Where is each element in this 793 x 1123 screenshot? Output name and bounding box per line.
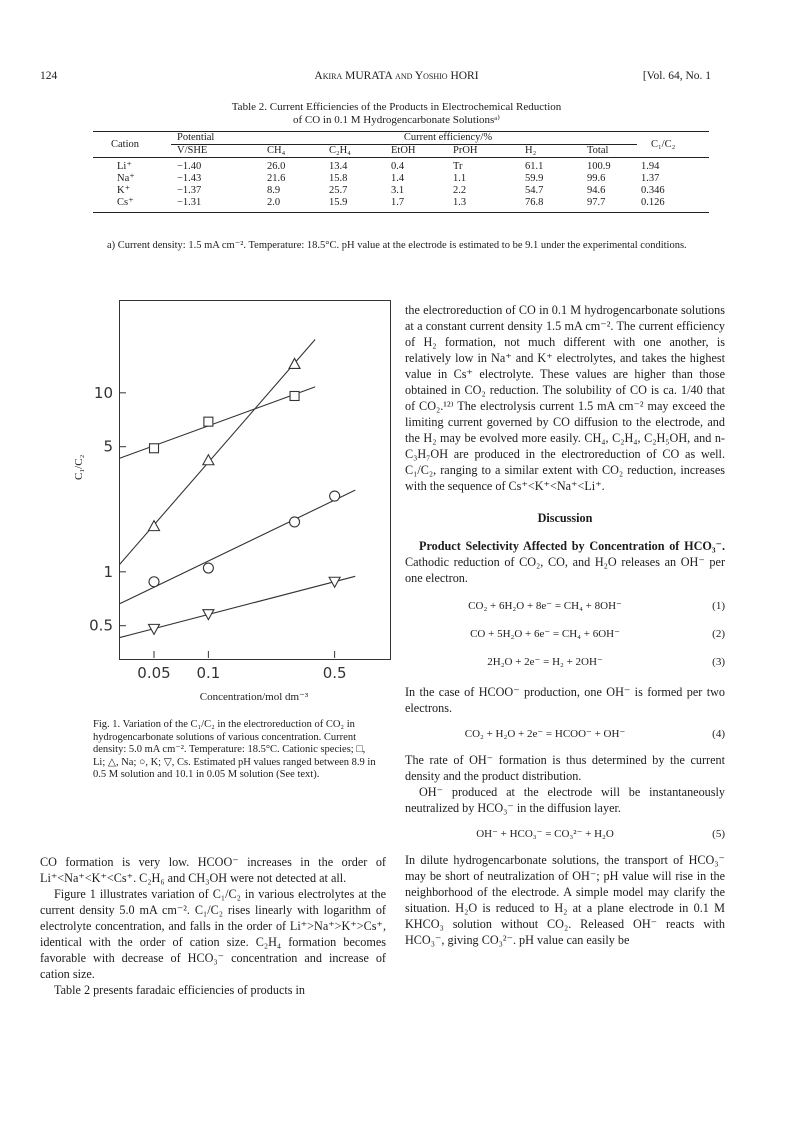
- table-caption-line: of CO in 0.1 M Hydrogencarbonate Solutionsᵃ⁾: [292, 114, 501, 126]
- cell-cation: Li⁺: [117, 161, 132, 172]
- paragraph: CO formation is very low. HCOO⁻ increases in the order of Li⁺<Na⁺<K⁺<Cs⁺. C₂H₆ and CH₃OH were not detected at all.: [40, 855, 386, 885]
- y-tick-label: 10: [93, 383, 113, 402]
- equation: [405, 648, 725, 676]
- table-row: [93, 185, 709, 197]
- series-fit-line: [120, 387, 316, 458]
- cell-value: 3.1: [391, 185, 405, 196]
- equation: [405, 620, 725, 648]
- page-number: 124: [40, 70, 58, 82]
- header-potential: Potential: [171, 132, 259, 145]
- cell-value: 1.4: [391, 173, 405, 184]
- cell-value: 99.6: [587, 173, 606, 184]
- x-tick-label: 0.05: [137, 664, 171, 682]
- y-axis-label: C₁/C₂: [73, 454, 85, 480]
- journal-volume: [Vol. 64, No. 1: [642, 70, 711, 82]
- cell-value: 15.8: [329, 173, 348, 184]
- equation-number: (4): [712, 728, 725, 740]
- cell-ratio: 0.346: [641, 185, 665, 196]
- equation-body: CO + 5H₂O + 6e⁻ = CH₄ + 6OH⁻: [470, 628, 620, 640]
- paragraph-text: Cathodic reduction of CO₂, CO, and H₂O releases an OH⁻ per one electron.: [405, 555, 725, 585]
- cell-value: 1.7: [391, 197, 405, 208]
- cell-value: 94.6: [587, 185, 606, 196]
- efficiency-table: [93, 131, 709, 213]
- cell-value: 100.9: [587, 161, 611, 172]
- equation-number: (1): [712, 600, 725, 612]
- cell-value: 26.0: [267, 161, 286, 172]
- column-header: PrOH: [453, 145, 478, 156]
- subsection-title: Product Selectivity Affected by Concentration of HCO₃⁻.: [419, 539, 725, 553]
- right-column: [405, 302, 725, 948]
- cell-value: 54.7: [525, 185, 544, 196]
- cell-ratio: 1.94: [641, 161, 660, 172]
- x-axis-label: Concentration/mol dm⁻³: [199, 691, 309, 703]
- cell-value: 8.9: [267, 185, 281, 196]
- column-header: CH₄: [267, 145, 286, 156]
- data-point-triangle-up: [203, 455, 214, 465]
- y-tick-label: 1: [103, 562, 113, 581]
- paragraph: Table 2 presents faradaic efficiencies of products in: [54, 983, 306, 997]
- cell-value: 1.1: [453, 173, 467, 184]
- equation-body: 2H₂O + 2e⁻ = H₂ + 2OH⁻: [487, 656, 603, 668]
- cell-value: 1.3: [453, 197, 467, 208]
- running-head-authors: Akira MURATA and Yoshio HORI: [314, 70, 479, 82]
- figure-caption: Fig. 1. Variation of the C₁/C₂ in the electroreduction of CO₂ in hydrogencarbonate solutions of various concentration. Current density: 5.0 mA cm⁻². Temperature: 18.5°C. Cationic species; □, Li; △, Na; ○, K; ▽, Cs. Estimated pH values ranged between 8.9 in 0.5 M solution and 10.1 in 0.05 M solution (See text).: [93, 719, 376, 780]
- data-point-circle: [290, 517, 300, 527]
- cell-ratio: 1.37: [641, 173, 660, 184]
- table-caption: [90, 101, 703, 127]
- data-point-circle: [149, 577, 159, 587]
- cell-value: 61.1: [525, 161, 544, 172]
- cell-value: 59.9: [525, 173, 544, 184]
- equation-number: (5): [712, 828, 725, 840]
- equation: [405, 592, 725, 620]
- header-ratio: C₁/C₂: [651, 138, 676, 150]
- y-tick-label: 0.5: [89, 616, 113, 635]
- header-current-efficiency: Current efficiency/%: [259, 132, 637, 145]
- data-point-triangle-up: [289, 358, 300, 368]
- equation: [405, 820, 725, 848]
- data-point-square: [290, 391, 299, 400]
- x-tick-label: 0.1: [196, 664, 221, 682]
- section-heading: Discussion: [537, 511, 593, 525]
- paragraph: OH⁻ produced at the electrode will be instantaneously neutralized by HCO₃⁻ in the diffusion layer.: [405, 785, 725, 815]
- paragraph: In dilute hydrogencarbonate solutions, the transport of HCO₃⁻ may be short of neutralization of OH⁻; pH value will rise in the neighborhood of the electrode. A simple model may clarify the situation. H₂O is reduced to H₂ at a plane electrode in 0.1 M KHCO₃ solution without CO₂. Released OH⁻ reacts with HCO₃⁻, giving CO₃²⁻. pH value can easily be: [405, 853, 725, 947]
- cell-potential: −1.40: [177, 161, 202, 172]
- cell-value: 2.2: [453, 185, 467, 196]
- table-row: [93, 158, 709, 174]
- equation: [405, 720, 725, 748]
- cell-potential: −1.43: [177, 173, 202, 184]
- x-tick-label: 0.5: [322, 664, 347, 682]
- cell-value: 25.7: [329, 185, 348, 196]
- data-point-square: [204, 417, 213, 426]
- column-header: H₂: [525, 145, 537, 156]
- paragraph: The rate of OH⁻ formation is thus determined by the current density and the product distribution.: [405, 753, 725, 783]
- left-column: [40, 854, 386, 998]
- paragraph: Figure 1 illustrates variation of C₁/C₂ in various electrolytes at the current density 5.0 mA cm⁻². C₁/C₂ rises linearly with logarithm of electrolyte concentration, and falls in the order of Li⁺>Na⁺>K⁺>Cs⁺, identical with the order of cation size. C₂H₄ formation becomes favorable with decrease of HCO₃⁻ concentration and increase of cation size.: [40, 887, 386, 981]
- header-potential-unit: V/SHE: [177, 145, 208, 156]
- equation-body: CO₂ + 6H₂O + 8e⁻ = CH₄ + 8OH⁻: [468, 600, 622, 612]
- paragraph: In the case of HCOO⁻ production, one OH⁻ is formed per two electrons.: [405, 685, 725, 715]
- cell-cation: Cs⁺: [117, 197, 134, 208]
- data-point-circle: [330, 491, 340, 501]
- cell-value: 21.6: [267, 173, 286, 184]
- table-footnote: a) Current density: 1.5 mA cm⁻². Temperature: 18.5°C. pH value at the electrode is estimated to be 9.1 under the experimental conditions.: [107, 240, 687, 251]
- equation-body: OH⁻ + HCO₃⁻ = CO₃²⁻ + H₂O: [476, 828, 614, 840]
- cell-value: 2.0: [267, 197, 281, 208]
- table-row: [93, 173, 709, 185]
- data-point-triangle-down: [203, 610, 214, 620]
- cell-cation: K⁺: [117, 185, 131, 196]
- cell-potential: −1.37: [177, 185, 202, 196]
- cell-value: Tr: [453, 161, 463, 172]
- column-header: C₂H₄: [329, 145, 351, 156]
- cell-ratio: 0.126: [641, 197, 665, 208]
- table-row: [93, 197, 709, 213]
- header-cation: Cation: [111, 138, 139, 150]
- paragraph: [405, 538, 725, 586]
- equation-number: (3): [712, 656, 725, 668]
- cell-value: 97.7: [587, 197, 606, 208]
- data-point-triangle-up: [149, 521, 160, 531]
- equation-body: CO₂ + H₂O + 2e⁻ = HCOO⁻ + OH⁻: [464, 728, 626, 740]
- cell-value: 13.4: [329, 161, 348, 172]
- equation-number: (2): [712, 628, 725, 640]
- cell-cation: Na⁺: [117, 173, 135, 184]
- table-caption-line: Table 2. Current Efficiencies of the Products in Electrochemical Reduction: [231, 101, 562, 113]
- cell-value: 15.9: [329, 197, 348, 208]
- y-tick-label: 5: [103, 437, 113, 456]
- figure-chart: [60, 290, 400, 710]
- cell-potential: −1.31: [177, 197, 202, 208]
- paragraph: the electroreduction of CO in 0.1 M hydrogencarbonate solutions at a constant current density 1.5 mA cm⁻². The current efficiency of H₂ formation, not much different with one another, is relatively low in Na⁺ and K⁺ electrolytes, and takes the highest value in Cs⁺ electrolyte. These values are higher than those obtained in CO₂ reduction. The solubility of CO is ca. 1/40 that of CO₂.¹²⁾ The electrolysis current 1.5 mA cm⁻² may exceed the limiting current governed by CO diffusion to the electrode, and the H₂ may be evolved more easily. CH₄, C₂H₄, C₂H₅OH, and n-C₃H₇OH are produced in the electroreduction of CO as well. C₁/C₂, ranging to a similar extent with CO₂ reduction, increases with the sequence of Cs⁺<K⁺<Na⁺<Li⁺.: [405, 303, 725, 493]
- column-header: EtOH: [391, 145, 416, 156]
- cell-value: 76.8: [525, 197, 544, 208]
- data-point-square: [150, 444, 159, 453]
- data-point-circle: [203, 563, 213, 573]
- column-header: Total: [587, 145, 609, 156]
- cell-value: 0.4: [391, 161, 405, 172]
